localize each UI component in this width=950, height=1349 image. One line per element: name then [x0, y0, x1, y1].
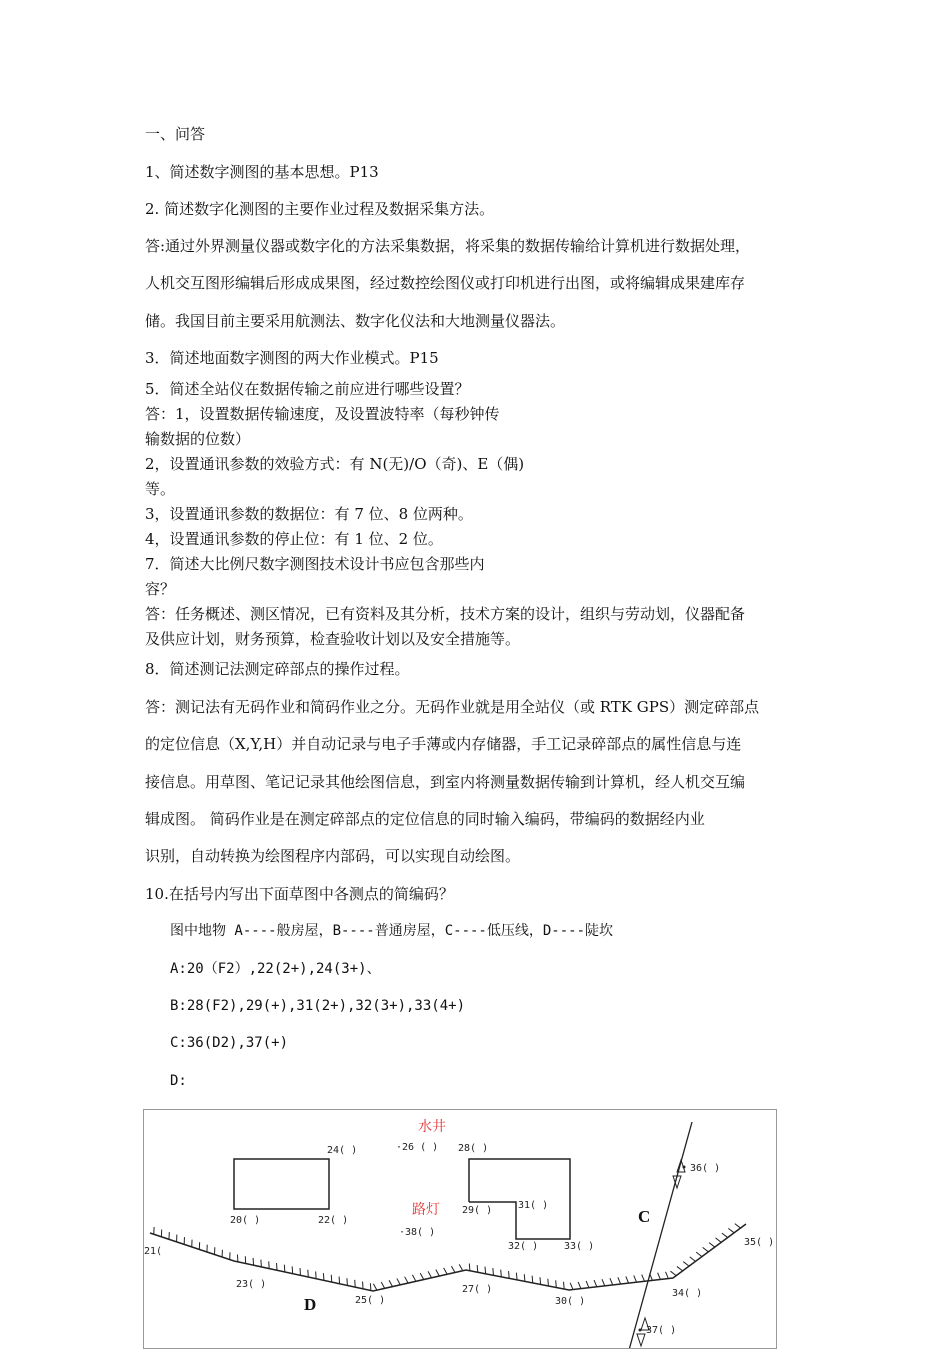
answer-5-line: 等。 [145, 479, 175, 499]
slope-tick [524, 1274, 525, 1281]
slope-tick [532, 1276, 533, 1283]
code-line-A: A:20（F2）,22(2+),24(3+)、 [170, 959, 381, 979]
answer-8-line: 的定位信息（X,Y,H）并自动记录与电子手薄或内存储器，手工记录碎部点的属性信息与连 [145, 734, 741, 754]
slope-tick [709, 1243, 715, 1247]
house-B [469, 1159, 570, 1239]
answer-5-line: 2，设置通讯参数的效验方式：有 N(无)/O（奇)、E（偶) [145, 454, 524, 474]
point-21-label: 21( [144, 1246, 162, 1257]
point-35-label: 35( ) [744, 1237, 774, 1248]
sketch-svg [144, 1110, 777, 1349]
question-7: 7．简述大比例尺数字测图技术设计书应包含那些内 [145, 554, 485, 574]
slope-tick [586, 1281, 589, 1288]
arrow-icon [637, 1334, 645, 1346]
slope-tick [618, 1277, 621, 1284]
question-5: 5．简述全站仪在数据传输之前应进行哪些设置？ [145, 379, 470, 399]
slope-tick [485, 1267, 486, 1274]
slope-tick [428, 1271, 431, 1277]
question-3: 3．简述地面数字测图的两大作业模式。P15 [145, 348, 439, 368]
slope-tick [469, 1264, 470, 1271]
water-well-label: 水井 [418, 1118, 446, 1135]
question-10: 10.在括号内写出下面草图中各测点的简编码？ [145, 884, 454, 904]
slope-tick [594, 1280, 597, 1287]
question-7: 容？ [145, 579, 175, 599]
point-31-label: 31( ) [518, 1200, 548, 1211]
slope-tick [509, 1271, 510, 1278]
slope-tick [683, 1262, 689, 1266]
point-27-label: 27( ) [462, 1284, 492, 1295]
point-marker [639, 1329, 642, 1332]
slope-tick [677, 1266, 683, 1270]
slope-tick [501, 1270, 502, 1277]
slope-tick [642, 1275, 645, 1282]
question-2: 2. 简述数字化测图的主要作业过程及数据采集方法。 [145, 199, 494, 219]
answer-8-line: 识别，自动转换为绘图程序内部码，可以实现自动绘图。 [145, 846, 520, 866]
answer-5-line: 输数据的位数） [145, 429, 250, 449]
point-34-label: 34( ) [672, 1288, 702, 1299]
slope-tick [389, 1280, 392, 1286]
slope-tick [564, 1282, 565, 1289]
slope-tick [634, 1275, 637, 1282]
point-36-label: 36( ) [690, 1163, 720, 1174]
label-C: C [638, 1207, 650, 1226]
question-10-intro: 图中地物 A----般房屋，B----普通房屋，C----低压线，D----陡坎 [170, 921, 613, 941]
answer-5-line: 答：1，设置数据传输速度，及设置波特率（每秒钟传 [145, 404, 500, 424]
question-8: 8．简述测记法测定碎部点的操作过程。 [145, 659, 410, 679]
slope-tick [556, 1280, 557, 1287]
answer-2-line: 储。我国目前主要采用航测法、数字化仪法和大地测量仪器法。 [145, 311, 565, 331]
slope-tick [516, 1273, 517, 1280]
slope-tick [451, 1266, 454, 1272]
answer-5-line: 4，设置通讯参数的停止位：有 1 位、2 位。 [145, 529, 443, 549]
power-line [629, 1122, 692, 1349]
answer-5-line: 3，设置通讯参数的数据位：有 7 位、8 位两种。 [145, 504, 473, 524]
code-line-D: D: [170, 1071, 187, 1091]
slope-tick [610, 1278, 613, 1285]
question-1: 1、简述数字测图的基本思想。P13 [145, 162, 379, 182]
slope-tick [373, 1284, 376, 1290]
point-20-label: 20( ) [230, 1215, 260, 1226]
slope-tick [715, 1238, 721, 1242]
answer-8-line: 辑成图。 简码作业是在测定碎部点的定位信息的同时输入编码，带编码的数据经内业 [145, 809, 705, 829]
point-29-label: 29( ) [462, 1205, 492, 1216]
slope-tick [696, 1252, 702, 1256]
label-D: D [304, 1295, 316, 1314]
point-30-label: 30( ) [555, 1296, 585, 1307]
point-marker [683, 1166, 686, 1169]
point-32-label: 32( ) [508, 1241, 538, 1252]
point-24-label: 24( ) [327, 1145, 357, 1156]
slope-tick [397, 1278, 400, 1284]
slope-tick [405, 1277, 408, 1283]
code-line-C: C:36(D2),37(+) [170, 1033, 288, 1053]
point-25-label: 25( ) [355, 1295, 385, 1306]
slope-tick [626, 1276, 629, 1283]
slope-tick [420, 1273, 423, 1279]
answer-2-line: 答:通过外界测量仪器或数字化的方法采集数据，将采集的数据传输给计算机进行数据处理， [145, 236, 750, 256]
slope-tick [570, 1283, 573, 1290]
point-22-label: 22( ) [318, 1215, 348, 1226]
slope-tick [459, 1264, 462, 1270]
answer-8-line: 接信息。用草图、笔记记录其他绘图信息，到室内将测量数据传输到计算机，经人机交互编 [145, 772, 745, 792]
slope-tick [670, 1271, 676, 1275]
slope-tick [658, 1273, 661, 1280]
point-28-label: 28( ) [458, 1143, 488, 1154]
answer-7-line: 及供应计划，财务预算，检查验收计划以及安全措施等。 [145, 629, 520, 649]
code-line-B: B:28(F2),29(+),31(2+),32(3+),33(4+) [170, 996, 465, 1016]
slope-tick [381, 1282, 384, 1288]
point-37-label: 37( ) [646, 1325, 676, 1336]
point-23-label: 23( ) [236, 1279, 266, 1290]
slope-tick [578, 1282, 581, 1289]
house-A [234, 1159, 329, 1209]
slope-tick [548, 1279, 549, 1286]
street-lamp-label: 路灯 [412, 1202, 440, 1218]
point-38-label: ·38( ) [399, 1227, 435, 1238]
slope-tick [444, 1268, 447, 1274]
slope-tick [666, 1272, 669, 1279]
answer-8-line: 答：测记法有无码作业和简码作业之分。无码作业就是用全站仪（或 RTK GPS）测定碎部点 [145, 697, 759, 717]
section-title: 一、问答 [145, 124, 205, 144]
sketch-figure [143, 1109, 777, 1349]
point-33-label: 33( ) [564, 1241, 594, 1252]
slope-tick [703, 1247, 709, 1251]
answer-7-line: 答：任务概述、测区情况，已有资料及其分析，技术方案的设计，组织与劳动划，仪器配备 [145, 604, 745, 624]
slope-tick [728, 1228, 734, 1232]
slope-tick [493, 1268, 494, 1275]
slope-tick [722, 1233, 728, 1237]
slope-tick [602, 1279, 605, 1286]
slope-tick [540, 1277, 541, 1284]
answer-2-line: 人机交互图形编辑后形成成果图，经过数控绘图仪或打印机进行出图，或将编辑成果建库存 [145, 273, 745, 293]
slope-tick [477, 1265, 478, 1272]
slope-tick [690, 1257, 696, 1261]
point-26-label: ·26 ( ) [396, 1142, 438, 1153]
slope-tick [412, 1275, 415, 1281]
slope-tick [436, 1270, 439, 1276]
slope-tick [735, 1224, 741, 1228]
